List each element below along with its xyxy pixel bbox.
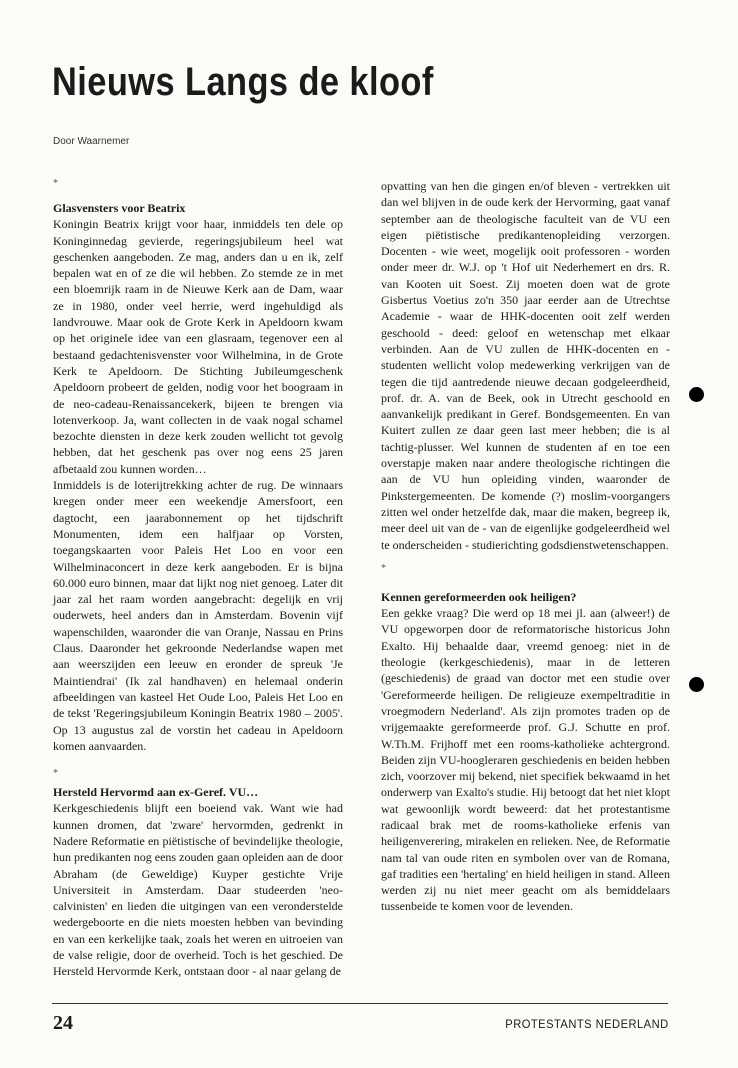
paragraph-beatrix-1: Koningin Beatrix krijgt voor haar, inmiddels ten dele op Koninginnedag gevierde, regeringsjubileum heel wat geschenken aangeboden. Ze mag, anders dan u en ik, zelf bepalen wat en of ze die wil hebben. Zo stemde ze in met een bloemrijk raam in de Nieuwe Kerk aan de Dam, waar ze in 1980, onder veel herrie, werd ingehuldigd als landvrouwe. Maar ook de Grote Kerk in Apeldoorn kwam op het originele idee van een glasraam, tegenover een al bestaand gedachtenisvenster voor Wilhelmina, in de Grote Kerk te Apeldoorn. De Stichting Jubileumgeschenk Apeldoorn probeert de gelden, nodig voor het boograam in de neo-cadeau-Renaissancekerk, bijeen te brengen via lotenverkoop. Ja, want collecten in de vaak nogal schamel bezochte diensten in deze kerk zouden wellicht tot gevolg hebben, dat het geschenk pas over nog eens 25 jaren afbetaald zou kunnen worden… [53,217,343,476]
section-heading-beatrix: Glasvensters voor Beatrix [53,201,186,215]
footer-rule [52,1003,668,1004]
section-heading-heiligen: Kennen gereformeerden ook heiligen? [381,589,577,604]
punch-hole-dot [689,387,704,402]
magazine-name: PROTESTANTS NEDERLAND [505,1017,669,1031]
section-separator: * [53,768,58,780]
paragraph-heiligen-1: Een gekke vraag? Die werd op 18 mei jl. aan (alweer!) de VU opgeworpen door de reformatorische historicus John Exalto. Hij behaalde daar, vreemd genoeg: niet in de theologie (kerkgeschiedenis), maar in de letteren (geschiedenis) de graad van doctor met een studie over 'Gereformeerde heiligen. De religieuze exempeltraditie in vroegmodern Nederland'. Als zijn promotes traden op de vrijgemaakte gereformeerde prof. G.J. Schutte en prof. W.Th.M. Frijhoff met een rooms-katholieke achtergrond. Beiden zijn VU-hoogleraren geschiedenis en beiden hebben zich, voorzover mij bekend, niet specifiek bekwaamd in het onderwerp van Exalto's studie. Hij betoogt dat het niet klopt wat gewoonlijk wordt beweerd: dat het protestantisme radicaal brak met de rooms-katholieke erfenis van heiligenverering, mirakelen en relieken. Nee, de Reformatie nam tal van oude riten en symbolen over van de Romana, gaf tradities een 'hertaling' en hield heiligen in stand. Alleen werden zij nu niet meer geacht om als bemiddelaars tussenbeide te komen voor de levenden. [381,606,670,914]
paragraph-beatrix-2: Inmiddels is de loterijtrekking achter de rug. De winnaars kregen onder meer een weekendje Amersfoort, een dagtocht, een jaarabonnement op het tijdschrift Monumenten, idem een halfjaar op Vorsten, toegangskaarten voor Paleis Het Loo en voor een Wilhelminaconcert in deze kerk aangeboden. Er is bijna 60.000 euro binnen, maar dat lijkt nog niet genoeg. Later dit jaar zal het raam worden aangebracht: degelijk en vrij ouderwets, heel anders dan in Amsterdam. Bovenin vijf wapenschilden, waaronder die van Oranje, Nassau en Prins Claus. Daaronder het gekroonde Nederlandse wapen met aan weerszijden een leeuw en eronder de spreuk 'Je Maintiendrai' (Ik zal handhaven) en helemaal onderin afbeeldingen van kasteel Het Oude Loo, Paleis Het Loo en de tekst 'Regeringsjubileum Koningin Beatrix 1980 – 2005'. Op 13 augustus zal de vorstin het cadeau in Apeldoorn komen aanvaarden. [53,478,343,753]
section-heading-hersteld: Hersteld Hervormd aan ex-Geref. VU… [53,785,259,800]
paragraph-hersteld-1-continued: opvatting van hen die gingen en/of bleven - vertrekken uit dan wel blijven in de oude kerk der Hervorming, gaat vanaf september aan de theologische faculteit van de VU een eigen piëtistische predikantenopleiding verzorgen. Docenten - wie weet, mogelijk ooit professoren - worden onder meer dr. W.J. op 't Hof uit Nederhemert en drs. R. van Kooten uit Soest. Zij moeten doen wat de grote Gisbertus Voetius zo'n 350 jaar eerder aan de Utrechtse Academie - waar de HHK-docenten ooit zelf werden geschoold - deed: geloof en wetenschap met elkaar verbinden. Aan de VU zullen de HHK-docenten en - studenten wellicht volop medewerking verkrijgen van de tegen die tijd aantredende nieuwe decaan godgeleerdheid, prof. dr. A. van de Beek, ook in Utrecht geschoold en aanvankelijk predikant in Geref. Bondsgemeenten. En van Kuitert zullen ze daar geen last meer hebben; die is al tachtig-plusser. Wel kunnen de studenten af en toe een overstapje maken naar andere theologische richtingen die aan de VU hun opleiding vinden, waaronder de Pinkstergemeenten. De komende (?) moslim-voorgangers zitten wel onder hetzelfde dak, maar die maken, begreep ik, meer deel uit van de - van de eigenlijke godgeleerdheid wel te onderscheiden - studierichting godsdienstwetenschappen. [381,179,670,552]
section-separator: * [53,178,58,189]
page-number: 24 [53,1012,73,1034]
left-column [53,178,343,980]
right-column [381,178,670,915]
paragraph-hersteld-1: Kerkgeschiedenis blijft een boeiend vak. Want wie had kunnen dromen, dat 'zware' hervormden, gedrenkt in Nadere Reformatie en piëtistische of bevindelijke theologie, hun predikanten nog eens zouden gaan opleiden aan de door Abraham (de Geweldige) Kuyper gestichte Vrije Universiteit in Amsterdam. Daar studeerden 'neo-calvinisten' en lieden die uitgingen van een veronderstelde wedergeboorte en die niets moesten hebben van bevinding en van een kerkelijke taak, zoals het weren en uitroeien van de valse religie, door de overheid. Toch is het geschied. De Hersteld Hervormde Kerk, ontstaan door - al naar gelang de [53,801,343,979]
article-title: Nieuws Langs de kloof [52,60,434,104]
section-separator: * [381,562,386,574]
punch-hole-dot [689,677,704,692]
byline: Door Waarnemer [53,136,130,147]
